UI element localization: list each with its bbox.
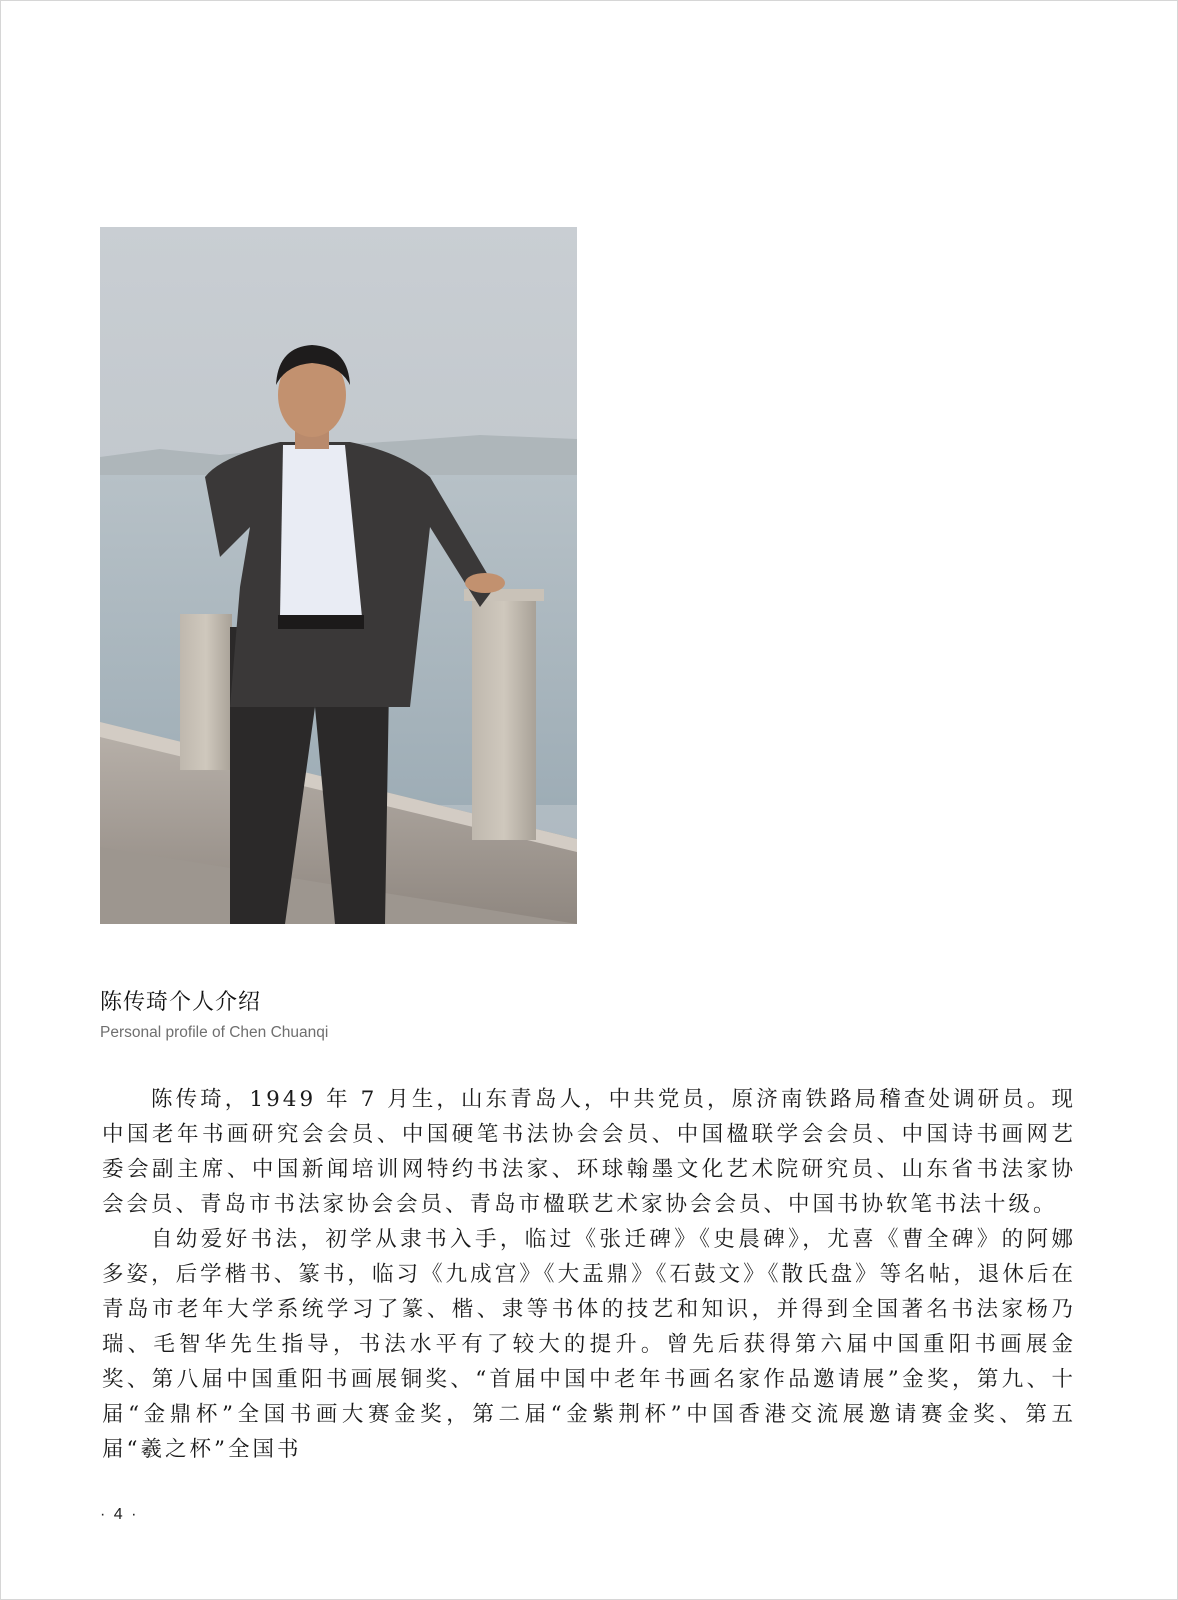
paragraph-2: 自幼爱好书法，初学从隶书入手，临过《张迁碑》《史晨碑》，尤喜《曹全碑》的阿娜多姿，后学楷书、篆书，临习《九成宫》《大盂鼎》《石鼓文》《散氏盘》等名帖，退休后在青岛市老年大学系统学习了篆、楷、隶等书体的技艺和知识，并得到全国著名书法家杨乃瑞、毛智华先生指导，书法水平有了较大的提升。曾先后获得第六届中国重阳书画展金奖、第八届中国重阳书画展铜奖、“首届中国中老年书画名家作品邀请展”金奖，第九、十届“金鼎杯”全国书画大赛金奖，第二届“金紫荆杯”中国香港交流展邀请赛金奖、第五届“羲之杯”全国书 [102, 1227, 1076, 1462]
portrait-photo [100, 227, 577, 924]
profile-body [102, 1082, 1076, 1467]
paragraph-1: 陈传琦，1949 年 7 月生，山东青岛人，中共党员，原济南铁路局稽查处调研员。现中国老年书画研究会会员、中国硬笔书法协会会员、中国楹联学会会员、中国诗书画网艺委会副主席、中国新闻培训网特约书法家、环球翰墨文化艺术院研究员、山东省书法家协会会员、青岛市书法家协会会员、青岛市楹联艺术家协会会员、中国书协软笔书法十级。 [102, 1087, 1076, 1217]
page-number: · 4 · [100, 1506, 139, 1523]
right-post [472, 597, 536, 840]
profile-subtitle: Personal profile of Chen Chuanqi [100, 1024, 329, 1041]
belt [278, 615, 364, 629]
left-post [180, 614, 232, 770]
hand [465, 573, 505, 593]
photo-illustration [100, 227, 577, 924]
profile-title: 陈传琦个人介绍 [100, 990, 262, 1015]
